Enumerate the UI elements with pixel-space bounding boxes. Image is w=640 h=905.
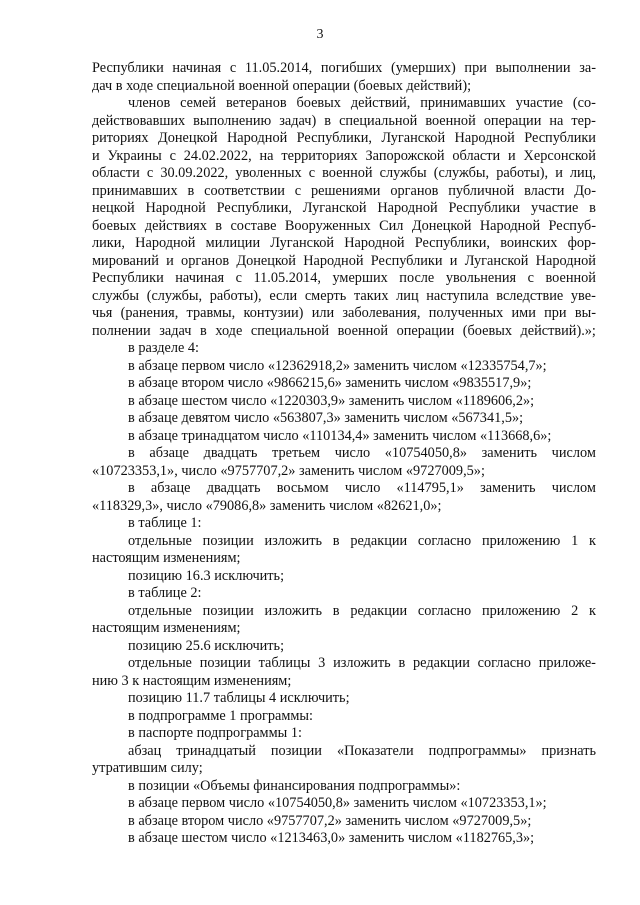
text-word: (боевых — [462, 322, 512, 339]
text-span: «10723353,1», число «9757707,2» заменить числом «9727009,5»; — [92, 462, 485, 479]
text-word: операции — [396, 322, 455, 339]
text-word: операции — [483, 112, 542, 129]
text-line — [92, 183, 596, 201]
text-word: Народной — [454, 130, 515, 146]
text-word: отдельные — [128, 532, 192, 549]
text-span: в таблице 2: — [128, 585, 202, 601]
text-line — [92, 95, 596, 113]
text-word: действовавших — [92, 112, 186, 129]
text-word: увe- — [570, 287, 596, 304]
text-line — [92, 603, 596, 621]
text-line — [92, 340, 596, 358]
text-word: с — [294, 182, 302, 199]
text-word: Республики — [448, 200, 521, 216]
text-word: заменить — [481, 445, 538, 461]
text-word: выполнении — [495, 60, 571, 76]
text-word: отдельные — [128, 602, 192, 619]
text-line — [92, 760, 596, 778]
text-word: Республики — [370, 252, 443, 269]
text-word: публичной — [448, 182, 515, 199]
text-word: 3 — [318, 655, 326, 671]
text-word: 30.09.2022, — [160, 165, 229, 181]
text-word: абзаце — [149, 445, 189, 461]
text-word: число — [334, 445, 371, 461]
text-span: в таблице 1: — [128, 515, 202, 531]
text-word: 1 — [571, 532, 579, 549]
text-word: начиная — [172, 60, 222, 76]
text-word: действий, — [350, 95, 411, 111]
text-word: Украины — [107, 147, 162, 164]
text-word: задач) — [279, 112, 317, 129]
text-word: чья — [92, 305, 113, 321]
text-span: в абзаце втором число «9866215,6» заменить числом «9835517,9»; — [128, 375, 532, 391]
text-word: Республики — [92, 60, 164, 76]
text-word: Луганской — [381, 130, 446, 146]
text-word: Донецкой — [236, 252, 296, 269]
text-word: позиции — [202, 602, 254, 619]
text-span: настоящим изменениям; — [92, 550, 241, 566]
text-word: 24.02.2022, — [183, 147, 252, 164]
text-line — [92, 480, 596, 498]
text-line — [92, 305, 596, 323]
text-word: подпрограммы» — [428, 742, 527, 759]
text-word: если — [269, 287, 298, 304]
text-word: милиции — [205, 235, 261, 251]
text-line — [92, 673, 596, 691]
text-line — [92, 148, 596, 166]
text-word: или — [311, 305, 335, 321]
text-word: работы), — [209, 287, 262, 304]
text-word: наступила — [426, 287, 489, 304]
text-word: ими — [511, 305, 536, 321]
text-word: в — [398, 655, 406, 671]
text-line — [92, 253, 596, 271]
text-word: (умерших) — [390, 60, 456, 76]
text-word: территориях — [281, 147, 358, 164]
text-word: лиц, — [569, 165, 596, 181]
text-word: двадцать — [203, 445, 258, 461]
text-word: число — [344, 480, 381, 496]
text-word: заменить — [480, 480, 536, 496]
text-word: позиции — [270, 742, 322, 759]
text-word: в — [128, 445, 135, 461]
text-span: в абзаце тринадцатом число «110134,4» заменить числом «113668,6»; — [128, 427, 552, 444]
text-word: к — [589, 602, 596, 619]
text-word: двадцать — [206, 480, 261, 496]
text-word: задач — [159, 322, 192, 339]
text-word: Народной — [303, 252, 364, 269]
text-word: в — [200, 322, 207, 339]
text-line — [92, 445, 596, 463]
text-word: ходе — [215, 322, 243, 339]
text-word: заболевания, — [342, 305, 421, 321]
text-line — [92, 428, 596, 446]
text-span: в разделе 4: — [128, 340, 200, 356]
text-word: изложить — [264, 602, 323, 619]
text-word: соответствии — [204, 182, 285, 199]
text-line — [92, 690, 596, 708]
text-word: участие — [515, 95, 563, 111]
text-word: 11.05.2014, — [253, 270, 321, 286]
text-word: в — [332, 602, 340, 619]
text-word: действий).»; — [520, 322, 596, 339]
text-word: тринадцатый — [176, 742, 256, 759]
text-line — [92, 200, 596, 218]
text-word: (ранения, — [120, 305, 179, 321]
text-word: службы — [92, 287, 140, 304]
text-word: отдельные — [128, 655, 192, 671]
text-word: участие — [531, 200, 579, 216]
text-word: риториях — [92, 130, 149, 146]
text-word: (со- — [572, 95, 596, 111]
text-line — [92, 358, 596, 376]
text-word: лики, — [92, 235, 125, 251]
text-line — [92, 130, 596, 148]
text-word: службы — [379, 165, 427, 181]
text-line — [92, 375, 596, 393]
text-span: нию 3 к настоящим изменениям; — [92, 672, 292, 689]
text-word: травмы, — [186, 305, 236, 321]
text-word: редакции — [413, 655, 470, 671]
text-word: контузии) — [243, 305, 304, 321]
text-word: с — [169, 147, 176, 164]
text-word: Республики, — [414, 235, 490, 251]
text-word: ветеранов — [225, 95, 287, 111]
text-word: при — [464, 60, 487, 76]
text-word: боевых — [92, 217, 137, 234]
text-span: в абзаце втором число «9757707,2» заменить числом «9727009,5»; — [128, 812, 532, 829]
text-word: членов — [128, 95, 171, 111]
text-line — [92, 795, 596, 813]
text-line — [92, 218, 596, 236]
text-word: Народной — [535, 252, 596, 269]
text-word: «114795,1» — [396, 480, 464, 496]
text-word: и — [449, 252, 458, 269]
text-line — [92, 830, 596, 848]
text-line — [92, 550, 596, 568]
text-word: тер- — [571, 112, 596, 129]
text-word: согласно — [417, 602, 472, 619]
text-word: вы- — [574, 305, 596, 321]
text-line — [92, 288, 596, 306]
text-span: в абзаце первом число «10754050,8» заменить числом «10723353,1»; — [128, 795, 547, 811]
text-word: органов — [390, 182, 439, 199]
text-word: редакции — [350, 602, 408, 619]
text-span: дач в ходе специальной военной операции (боевых действий); — [92, 77, 472, 94]
text-word: и — [166, 252, 174, 269]
text-span: позицию 25.6 исключить; — [128, 637, 285, 654]
text-line — [92, 270, 596, 288]
text-word: с — [235, 270, 242, 286]
text-word: таких — [353, 287, 389, 304]
text-word: Вооруженных — [284, 217, 371, 234]
text-word: вследствие — [496, 287, 564, 304]
text-word: (службы, — [146, 287, 203, 304]
text-line — [92, 393, 596, 411]
text-word: Народной — [344, 235, 405, 251]
text-word: нецкой — [92, 200, 135, 216]
text-line — [92, 515, 596, 533]
text-word: за- — [579, 60, 596, 76]
text-word: Респуб- — [548, 217, 596, 234]
text-word: Народной — [145, 200, 206, 216]
text-word: специальной — [250, 322, 330, 339]
text-word: полнении — [92, 322, 151, 339]
text-word: в — [332, 532, 340, 549]
text-word: с — [308, 165, 316, 181]
text-word: третьем — [272, 445, 321, 461]
text-word: в — [128, 480, 135, 496]
text-word: после — [399, 270, 435, 286]
text-word: погибших — [320, 60, 383, 76]
text-word: числом — [551, 480, 596, 496]
text-word: власти — [524, 182, 565, 199]
text-word: 2 — [571, 602, 579, 619]
text-word: абзаце — [150, 480, 191, 496]
text-word: восьмом — [276, 480, 329, 496]
text-word: Херсонской — [523, 147, 596, 164]
text-word: принимавших — [420, 95, 506, 111]
text-word: «10754050,8» — [384, 445, 467, 461]
text-word: позиции — [199, 655, 251, 671]
text-word: в — [187, 182, 195, 199]
text-word: Луганской — [270, 235, 335, 251]
text-line — [92, 568, 596, 586]
text-word: Народной — [226, 130, 288, 146]
text-word: позиции — [202, 532, 254, 549]
text-word: Донецкой — [411, 217, 472, 234]
text-word: приложению — [481, 602, 561, 619]
text-word: признать — [541, 742, 596, 759]
text-line — [92, 585, 596, 603]
text-word: органов — [181, 252, 230, 269]
text-word: До- — [574, 182, 596, 199]
text-word: военной — [337, 322, 389, 339]
text-span: в подпрограмме 1 программы: — [128, 707, 314, 724]
text-word: «Показатели — [336, 742, 414, 759]
text-word: (службы, — [433, 165, 490, 181]
text-word: лиц — [396, 287, 419, 304]
text-word: принимавших — [92, 182, 178, 199]
text-word: с — [527, 270, 534, 286]
text-word: смерть — [304, 287, 347, 304]
text-word: области — [452, 147, 501, 164]
text-word: начиная — [175, 270, 225, 286]
text-word: боевых — [296, 95, 341, 111]
text-line — [92, 533, 596, 551]
text-line — [92, 165, 596, 183]
text-line — [92, 60, 596, 78]
text-span: позицию 16.3 исключить; — [128, 567, 285, 584]
text-word: работы), — [496, 165, 549, 181]
text-word: Народной — [377, 200, 438, 216]
text-word: в — [324, 112, 332, 129]
text-word: согласно — [417, 532, 472, 549]
text-word: Донецкой — [157, 130, 218, 146]
text-span: в абзаце девятом число «563807,3» заменить числом «567341,5»; — [128, 410, 524, 426]
text-word: числом — [551, 445, 596, 461]
text-word: увольнения — [445, 270, 517, 286]
text-word: приложению — [481, 532, 561, 549]
text-word: Республики, — [296, 130, 372, 146]
document-body — [92, 60, 596, 848]
text-line — [92, 113, 596, 131]
text-word: военной — [322, 165, 373, 181]
text-word: согласно — [477, 655, 531, 671]
text-line — [92, 725, 596, 743]
text-word: абзац — [128, 742, 162, 759]
text-span: в паспорте подпрограммы 1: — [128, 725, 302, 741]
text-span: в абзаце шестом число «1220303,9» заменить числом «1189606,2»; — [128, 392, 535, 409]
text-word: Запорожской — [365, 147, 445, 164]
text-word: Республики — [92, 270, 164, 286]
text-word: к — [589, 532, 596, 549]
text-line — [92, 463, 596, 481]
text-word: действиях — [144, 217, 207, 234]
text-word: выполнению — [193, 112, 272, 129]
text-span: в позиции «Объемы финансирования подпрограммы»: — [128, 777, 461, 794]
text-word: изложить — [333, 655, 391, 671]
text-line — [92, 78, 596, 96]
text-word: мирований — [92, 252, 159, 269]
text-word: и — [555, 165, 563, 181]
text-word: 11.05.2014, — [244, 60, 313, 76]
text-word: на — [549, 112, 564, 129]
text-span: настоящим изменениям; — [92, 620, 241, 636]
text-word: и — [92, 147, 100, 164]
text-word: Луганской — [302, 200, 367, 216]
text-word: военной — [545, 270, 596, 286]
text-line — [92, 813, 596, 831]
text-word: Сил — [379, 217, 404, 234]
text-span: утратившим силу; — [92, 760, 203, 776]
text-word: Народной — [479, 217, 541, 234]
page-number: 3 — [316, 27, 324, 42]
text-word: в — [215, 217, 223, 234]
text-word: области — [92, 165, 140, 181]
text-word: составе — [230, 217, 277, 234]
text-word: фор- — [567, 235, 596, 251]
text-span: «118329,3», число «79086,8» заменить числом «82621,0»; — [92, 497, 442, 514]
text-word: и — [508, 147, 516, 164]
text-word: в — [589, 200, 596, 216]
text-line — [92, 498, 596, 516]
text-span: в абзаце шестом число «1213463,0» заменить числом «1182765,3»; — [128, 830, 535, 846]
text-word: приложе- — [538, 655, 596, 671]
text-line — [92, 410, 596, 428]
text-word: с — [146, 165, 154, 181]
text-word: воинских — [500, 235, 558, 251]
text-word: уволенных — [235, 165, 302, 181]
text-word: полученных — [428, 305, 504, 321]
text-word: при — [544, 305, 567, 321]
text-word: Республики — [524, 130, 596, 146]
text-word: решениями — [311, 182, 381, 199]
text-word: Республики, — [216, 200, 292, 216]
text-word: изложить — [264, 532, 323, 549]
text-line — [92, 323, 596, 341]
text-line — [92, 708, 596, 726]
text-word: военной — [425, 112, 476, 129]
text-word: специальной — [339, 112, 418, 129]
text-word: редакции — [350, 532, 408, 549]
text-line — [92, 235, 596, 253]
text-word: на — [259, 147, 274, 164]
text-word: семей — [180, 95, 217, 111]
text-span: позицию 11.7 таблицы 4 исключить; — [128, 690, 350, 706]
text-line — [92, 778, 596, 796]
text-line — [92, 620, 596, 638]
text-line — [92, 638, 596, 656]
text-word: Народной — [135, 235, 196, 251]
text-word: с — [229, 60, 237, 76]
text-line — [92, 743, 596, 761]
text-word: таблицы — [258, 655, 311, 671]
text-word: Луганской — [464, 252, 529, 269]
text-line — [92, 655, 596, 673]
text-word: умерших — [332, 270, 388, 286]
text-span: в абзаце первом число «12362918,2» заменить числом «12335754,7»; — [128, 357, 547, 374]
